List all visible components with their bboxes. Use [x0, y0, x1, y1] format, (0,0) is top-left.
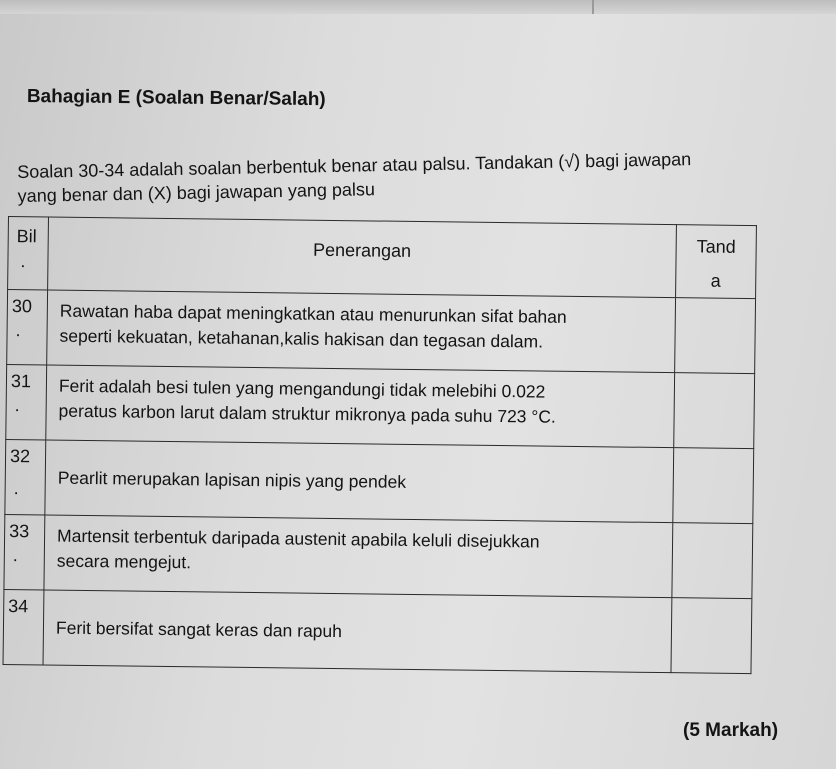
row-number-dot: . — [14, 395, 20, 416]
header-bil-dot: . — [20, 251, 26, 272]
description-line: seperti kekuatan, ketahanan,kalis hakisan dan tegasan dalam. — [59, 325, 544, 352]
marks-label: (5 Markah) — [683, 720, 779, 741]
answer-cell[interactable] — [673, 448, 754, 524]
row-number-cell — [6, 364, 47, 439]
row-number: 32 — [9, 446, 31, 467]
section-title: Bahagian E (Soalan Benar/Salah) — [26, 86, 326, 111]
description-line: Rawatan haba dapat meningkatkan atau menurunkan sifat bahan — [59, 300, 567, 327]
row-description — [46, 365, 675, 448]
page-fold-mark — [592, 0, 594, 14]
row-number-cell — [4, 514, 45, 589]
description-line: Martensit terbentuk daripada austenit apabila keluli disejukkan — [56, 525, 540, 552]
question-table-wrapper — [3, 216, 757, 674]
row-number-cell — [5, 439, 46, 514]
table-row — [7, 290, 756, 374]
header-tanda-line-2: a — [710, 270, 721, 291]
row-number: 31 — [10, 371, 32, 392]
row-number-dot: . — [13, 478, 19, 499]
header-penerangan: Penerangan — [48, 217, 677, 298]
header-tanda — [676, 225, 757, 299]
table-header-row — [8, 217, 757, 299]
row-number-dot: . — [15, 320, 21, 341]
instruction-line-1: Soalan 30-34 adalah soalan berbentuk benar atau palsu. Tandakan (√) bagi jawapan — [17, 149, 692, 182]
row-description — [45, 440, 674, 523]
row-number-cell — [7, 290, 48, 365]
header-bil — [8, 217, 49, 290]
table-row — [3, 589, 752, 673]
header-bil-label: Bil — [16, 226, 37, 247]
row-description — [47, 290, 676, 373]
table-row — [6, 364, 755, 448]
instructions — [17, 147, 692, 208]
table-row — [5, 439, 754, 523]
page-top-edge — [0, 0, 836, 14]
description-line: Pearlit merupakan lapisan nipis yang pendek — [57, 467, 407, 492]
description-line: Ferit bersifat sangat keras dan rapuh — [55, 617, 343, 641]
row-number: 34 — [8, 596, 29, 617]
description-line: secara mengejut. — [56, 550, 192, 573]
instruction-line-2: yang benar dan (X) bagi jawapan yang palsu — [17, 179, 376, 206]
description-line: peratus karbon larut dalam struktur mikronya pada suhu 723 °C. — [58, 400, 556, 427]
answer-cell[interactable] — [671, 598, 752, 674]
row-number-cell — [3, 589, 44, 664]
row-number-dot: . — [12, 545, 18, 566]
row-number: 33 — [9, 521, 30, 542]
table-row — [4, 514, 753, 598]
row-description — [43, 590, 672, 673]
answer-cell[interactable] — [672, 523, 753, 599]
answer-cell[interactable] — [675, 298, 756, 374]
description-line: Ferit adalah besi tulen yang mengandungi tidak melebihi 0.022 — [58, 375, 546, 402]
header-tanda-line-1: Tand — [696, 236, 736, 257]
row-number: 30 — [11, 296, 33, 317]
question-table — [3, 216, 757, 674]
row-description — [44, 515, 673, 598]
answer-cell[interactable] — [674, 373, 755, 449]
